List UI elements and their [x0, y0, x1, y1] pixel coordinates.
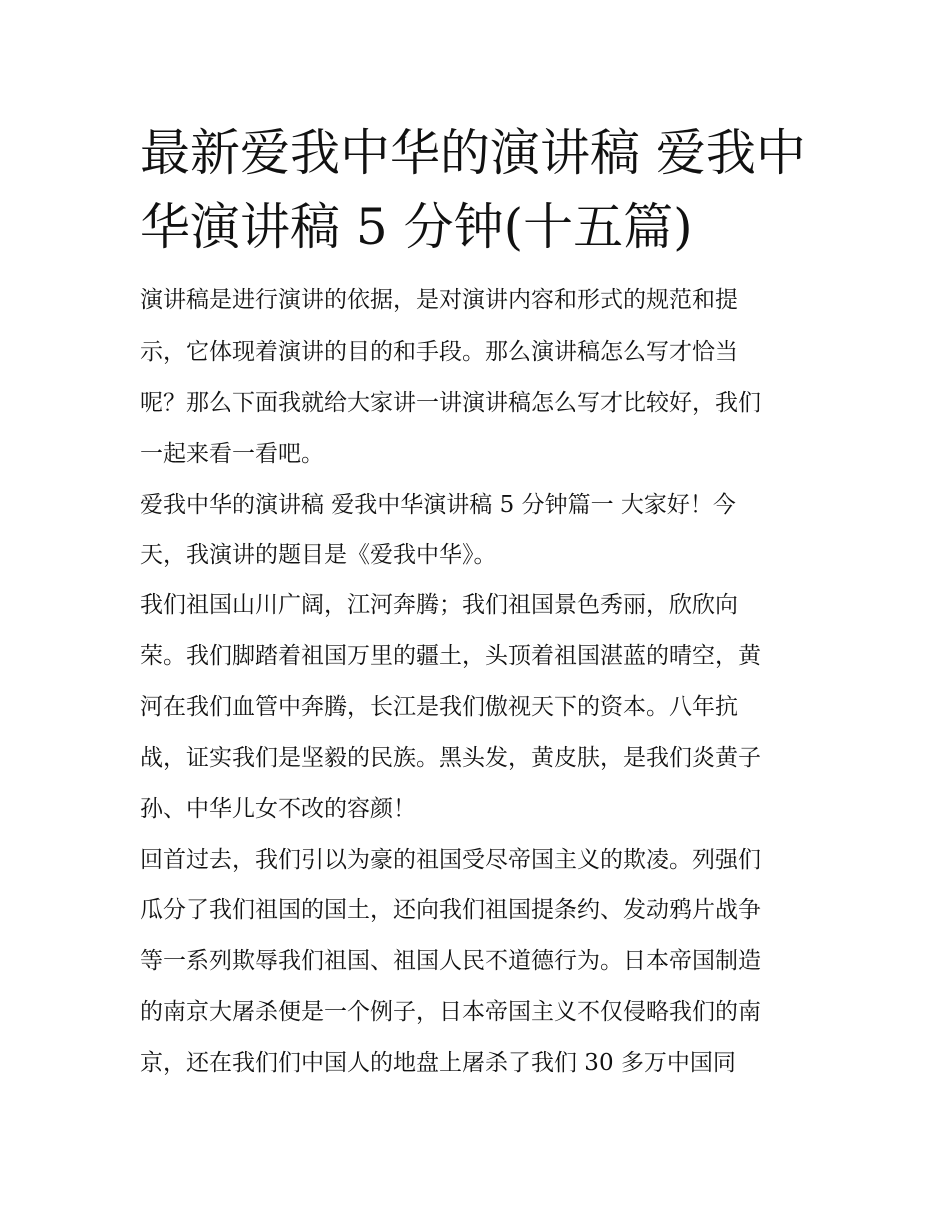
- title-line-2: 华演讲稿 5 分钟(十五篇): [140, 198, 693, 256]
- body-line: 京，还在我们们中国人的地盘上屠杀了我们 30 多万中国同: [140, 1050, 736, 1076]
- body-line: 荣。我们脚踏着祖国万里的疆土，头顶着祖国湛蓝的晴空，黄: [140, 643, 761, 669]
- body-line: 河在我们血管中奔腾，长江是我们傲视天下的资本。八年抗: [140, 694, 738, 720]
- body-line: 战，证实我们是坚毅的民族。黑头发，黄皮肤，是我们炎黄子: [140, 745, 761, 771]
- body-line: 爱我中华的演讲稿 爱我中华演讲稿 5 分钟篇一 大家好！今: [140, 492, 736, 518]
- body-line: 呢？那么下面我就给大家讲一讲演讲稿怎么写才比较好，我们: [140, 390, 761, 416]
- document-title: [140, 116, 820, 264]
- body-line: 示，它体现着演讲的目的和手段。那么演讲稿怎么写才恰当: [140, 339, 738, 365]
- body-line: 天，我演讲的题目是《爱我中华》。: [140, 542, 497, 568]
- body-line: 的南京大屠杀便是一个例子，日本帝国主义不仅侵略我们的南: [140, 999, 761, 1025]
- body-line: 瓜分了我们祖国的国土，还向我们祖国提条约、发动鸦片战争: [140, 897, 761, 923]
- body-line: 回首过去，我们引以为豪的祖国受尽帝国主义的欺凌。列强们: [140, 847, 761, 873]
- body-line: 孙、中华儿女不改的容颜！: [140, 796, 416, 822]
- body-line: 一起来看一看吧。: [140, 441, 324, 467]
- body-line: 等一系列欺辱我们祖国、祖国人民不道德行为。日本帝国制造: [140, 948, 761, 974]
- body-line: 演讲稿是进行演讲的依据，是对演讲内容和形式的规范和提: [140, 287, 738, 313]
- body-line: 我们祖国山川广阔，江河奔腾；我们祖国景色秀丽，欣欣向: [140, 592, 738, 618]
- title-line-1: 最新爱我中华的演讲稿 爱我中: [140, 124, 806, 182]
